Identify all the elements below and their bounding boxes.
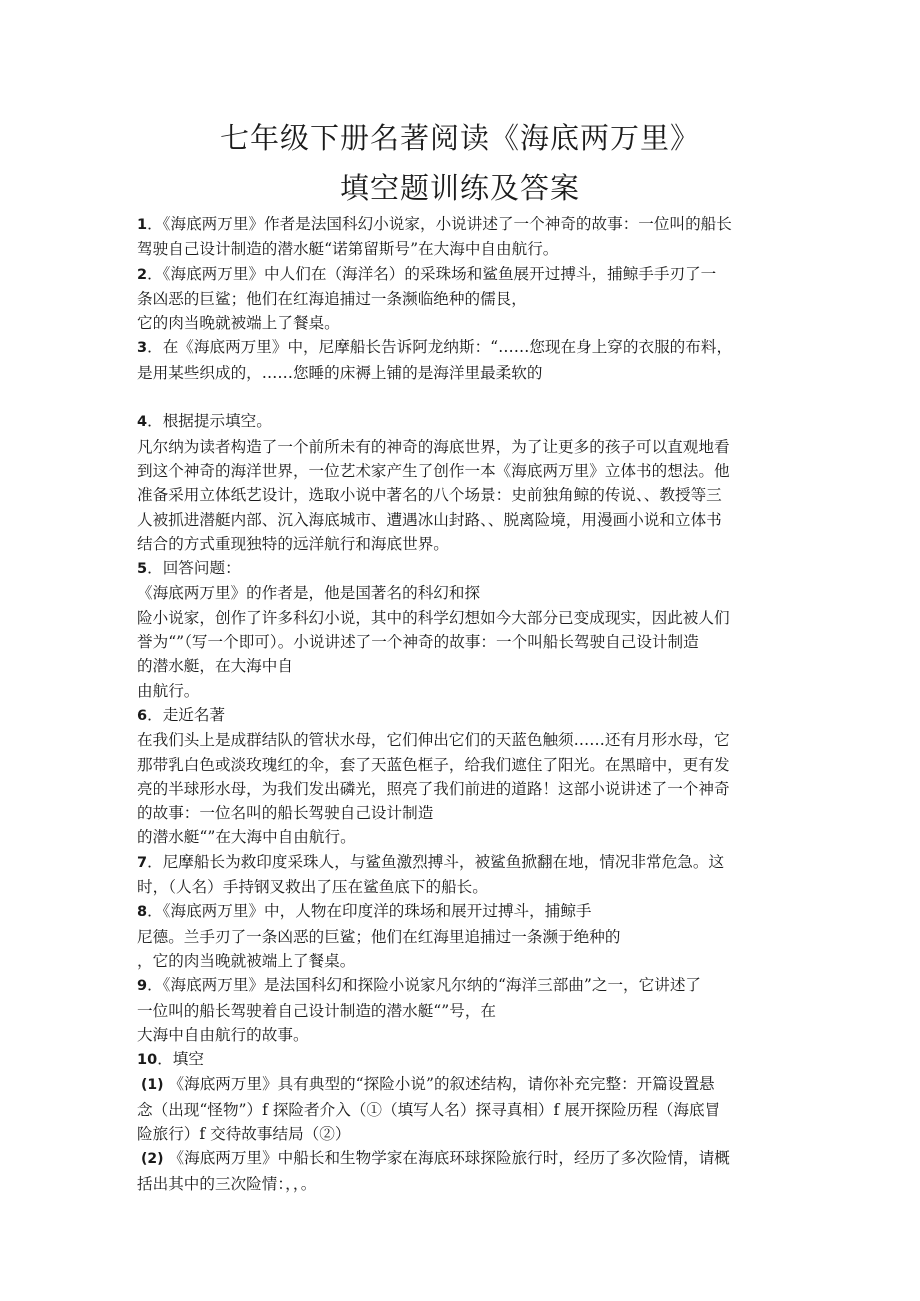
line-text: 《海底两万里》中船长和生物学家在海底环球探险旅行时，经历了多次险情，请概 <box>168 1149 730 1168</box>
line-text: 亮的半球形水母，为我们发出磷光，照亮了我们前进的道路！这部小说讲述了一个神奇 <box>137 779 730 798</box>
line-text: 驾驶自己设计制造的潜水艇“诺第留斯号”在大海中自由航行。 <box>137 240 559 259</box>
line-text: ．走近名著 <box>147 705 226 724</box>
line-text: ．《海底两万里》中人们在（海洋名）的采珠场和鲨鱼展开过搏斗，捕鲸手手刃了一 <box>147 264 717 283</box>
text-line <box>137 287 787 311</box>
line-text: 的故事：一位名叫的船长驾驶自己设计制造 <box>137 804 434 823</box>
text-line <box>137 556 787 581</box>
text-line <box>137 335 787 360</box>
line-text: ，它的肉当晚就被端上了餐桌。 <box>137 951 356 970</box>
text-line <box>137 385 787 409</box>
question-number: 3 <box>137 340 148 357</box>
line-text: ．尼摩船长为救印度采珠人，与鲨鱼激烈搏斗，被鲨鱼掀翻在地，情况非常危急。这 <box>147 852 725 871</box>
line-text: 是用某些织成的，……您睡的床褥上铺的是海洋里最柔软的 <box>137 363 543 382</box>
line-text: 时，（人名）手持钢叉救出了压在鲨鱼底下的船长。 <box>137 878 488 897</box>
text-line <box>137 999 787 1023</box>
text-line <box>137 311 787 335</box>
text-line <box>137 237 787 261</box>
text-line <box>137 409 787 434</box>
line-text: ．《海底两万里》中，人物在印度洋的珠场和展开过搏斗，捕鲸手 <box>147 902 592 921</box>
question-number: (2) <box>141 1151 164 1168</box>
line-text: 到这个神奇的海洋世界，一位艺术家产生了创作一本《海底两万里》立体书的想法。他 <box>137 461 730 480</box>
line-text: 《海底两万里》的作者是，他是国著名的科幻和探 <box>137 584 481 603</box>
text-line <box>137 679 787 703</box>
line-text: ．《海底两万里》是法国科幻和探险小说家凡尔纳的“海洋三部曲”之一，它讲述了 <box>147 976 702 995</box>
line-text: 凡尔纳为读者构造了一个前所未有的神奇的海底世界，为了让更多的孩子可以直观地看 <box>137 437 730 456</box>
line-text: ．《海底两万里》作者是法国科幻小说家，小说讲述了一个神奇的故事：一位叫的船长 <box>147 215 732 233</box>
question-number: (1) <box>141 1077 164 1094</box>
question-number: 2 <box>137 266 148 283</box>
text-line <box>137 1072 787 1097</box>
question-number: 10 <box>137 1052 158 1069</box>
line-text: 念（出现“怪物”）f 探险者介入（①（填写人名）探寻真相）f 展开探险历程（海底冒 <box>137 1100 721 1119</box>
text-line <box>137 1172 787 1196</box>
line-text: 的潜水艇，在大海中自 <box>137 657 293 676</box>
line-text: 它的肉当晚就被端上了餐桌。 <box>137 314 340 333</box>
text-line <box>137 850 787 875</box>
line-text: 尼德。兰手刃了一条凶恶的巨鲨；他们在红海里追捕过一条濒于绝种的 <box>137 927 621 946</box>
text-line <box>137 728 787 752</box>
text-line <box>137 1146 787 1171</box>
line-text: 结合的方式重现独特的远洋航行和海底世界。 <box>137 534 449 553</box>
line-text: ．在《海底两万里》中，尼摩船长告诉阿龙纳斯：“……您现在身上穿的衣服的布料， <box>147 338 733 357</box>
text-line <box>137 1098 787 1122</box>
text-line <box>137 654 787 678</box>
line-text: 的潜水艇“”在大海中自由航行。 <box>137 828 356 847</box>
text-line <box>137 1122 787 1146</box>
document-title: 七年级下册名著阅读《海底两万里》 <box>219 121 700 155</box>
line-text: 险旅行）f 交待故事结局（②） <box>137 1124 351 1143</box>
question-number: 7 <box>137 854 148 871</box>
line-text: 大海中自由航行的故事。 <box>137 1025 309 1044</box>
question-number: 5 <box>137 561 148 578</box>
line-text: 一位叫的船长驾驶着自己设计制造的潜水艇“”号，在 <box>137 1001 497 1020</box>
line-text: 《海底两万里》具有典型的“探险小说”的叙述结构，请你补充完整：开篇设置悬 <box>168 1075 715 1094</box>
text-line <box>137 262 787 287</box>
line-text: 誉为“”（写一个即可）。小说讲述了一个神奇的故事：一个叫船长驾驶自己设计制造 <box>137 633 699 652</box>
text-line <box>137 435 787 459</box>
text-line <box>137 532 787 556</box>
document-subtitle: 填空题训练及答案 <box>339 171 580 205</box>
text-line <box>137 606 787 630</box>
document-body <box>137 212 787 1196</box>
text-line <box>137 581 787 605</box>
text-line <box>137 703 787 728</box>
line-text: 由航行。 <box>137 681 200 700</box>
text-line <box>137 508 787 532</box>
text-line <box>137 1047 787 1072</box>
text-line <box>137 949 787 973</box>
line-text: 险小说家，创作了许多科幻小说，其中的科学幻想如今大部分已变成现实，因此被人们 <box>137 608 730 627</box>
line-text: 条凶恶的巨鲨；他们在红海追捕过一条濒临绝种的儒艮， <box>137 289 527 308</box>
line-text: ．回答问题： <box>147 559 241 578</box>
text-line <box>137 875 787 899</box>
line-text: 那带乳白色或淡玫瑰红的伞，套了天蓝色框子，给我们遮住了阳光。在黑暗中，更有发 <box>137 755 730 774</box>
question-number: 6 <box>137 707 148 724</box>
text-line <box>137 630 787 654</box>
question-number: 1 <box>137 217 148 233</box>
text-line <box>137 212 787 237</box>
line-text: ．根据提示填空。 <box>147 412 272 431</box>
line-text: 准备采用立体纸艺设计，选取小说中著名的八个场景：史前独角鲸的传说、、教授等三 <box>137 486 722 505</box>
line-text: 在我们头上是成群结队的管状水母，它们伸出它们的天蓝色触须……还有月形水母，它 <box>137 731 730 750</box>
text-line <box>137 899 787 924</box>
question-number: 4 <box>137 414 148 431</box>
question-number: 8 <box>137 904 148 921</box>
text-line <box>137 753 787 777</box>
text-line <box>137 777 787 801</box>
text-line <box>137 459 787 483</box>
text-line <box>137 361 787 385</box>
text-line <box>137 825 787 849</box>
text-line <box>137 1023 787 1047</box>
text-line <box>137 973 787 998</box>
text-line <box>137 925 787 949</box>
line-text: ．填空 <box>157 1050 204 1069</box>
text-line <box>137 801 787 825</box>
text-line <box>137 483 787 507</box>
line-text: 括出其中的三次险情：，，。 <box>137 1174 317 1193</box>
line-text: 人被抓进潜艇内部、沉入海底城市、遭遇冰山封路、、脱离险境，用漫画小说和立体书 <box>137 510 722 529</box>
question-number: 9 <box>137 978 148 995</box>
